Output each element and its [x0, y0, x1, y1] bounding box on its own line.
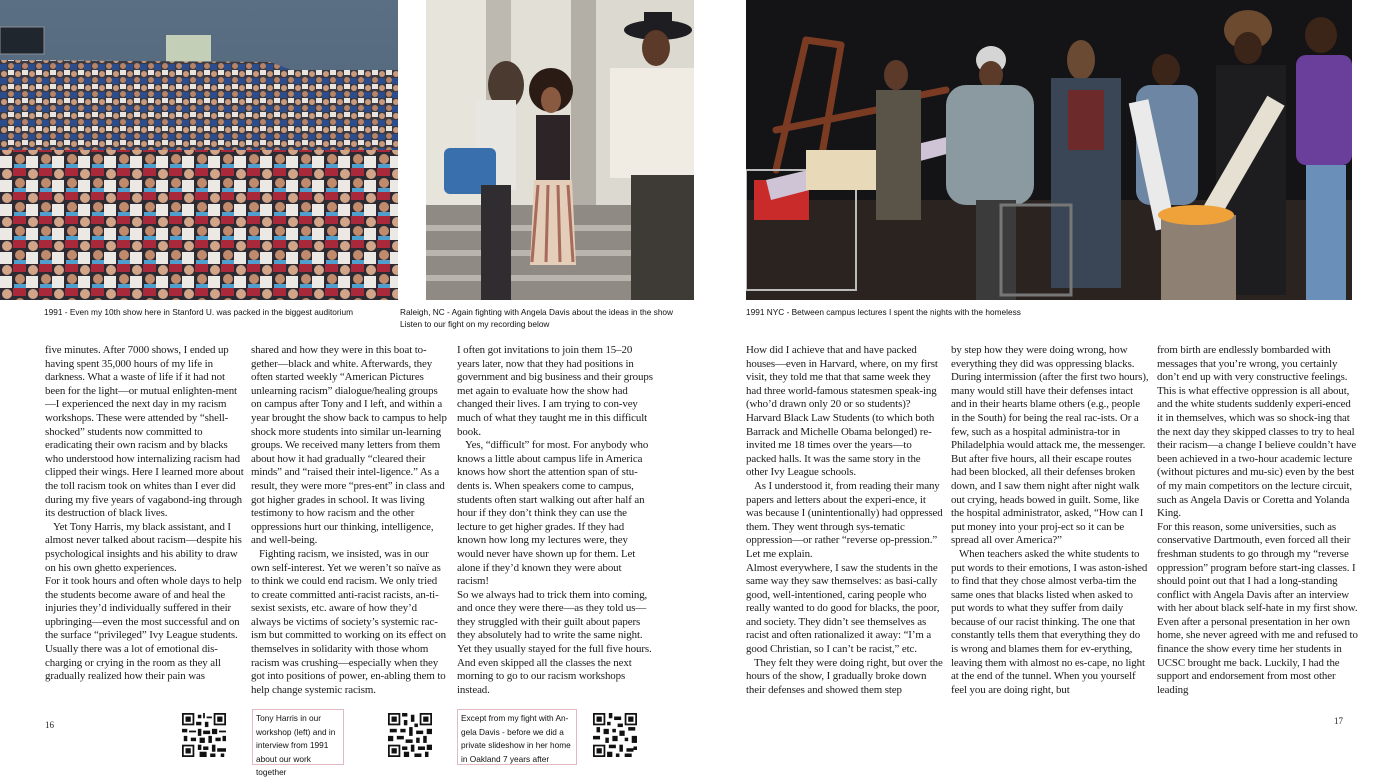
paragraph: from birth are endlessly bombarded with messages that you’re wrong, you certainly don’t end up with very constructive feelings. This is what effective oppression is all about, and the white students suddenly experi-enced it in themselves, which was so shock-ing that the next day they skipped classes to try to heal their racism—a change I believe couldn’t have been achieved in a two-hour academic lecture (without pictures and mu-sic) even by the best of my main competitors on the lecture circuit, such as Angela Davis or Coretta and Yolanda King.	[1157, 344, 1357, 520]
page-number-left: 16	[45, 720, 54, 730]
qr-code-icon[interactable]	[388, 713, 432, 757]
paragraph: How did I achieve that and have packed houses—even in Harvard, where, on my first visit, they told me that that same week they had three world-famous statesmen speak-ing (who’d drawn only 20 or so students)? Harvard Black Law Students (to which both Barrack and Michelle Obama belonged) re-invited me 18 times over the years—to packed halls. It was the same story in the other Ivy League schools.	[746, 344, 938, 479]
raleigh-image	[426, 0, 694, 300]
photo-caption-stanford: 1991 - Even my 10th show here in Stanford U. was packed in the biggest auditorium	[44, 307, 354, 317]
paragraph: When teachers asked the white students to put words to their emotions, I was aston-ished to find that they chose almost verba-tim the same ones that blacks listed when asked to put words to what they suffer from daily because of our racist thinking. The one that constantly tells them that everything they do is wrong and blames them for ev-erything, leaving them with almost no es-cape, no light at the end of the tunnel. When you yourself feel you are doing right, but	[951, 547, 1148, 696]
paragraph: Almost everywhere, I saw the students in the same way they saw themselves: as basi-cally good, well-intentioned, caring people who really wanted to do good for blacks, the poor, and society. They didn’t see themselves as racist and often rationalized it away: “I’m a good Christian, so I can’t be racist,” etc.	[746, 561, 940, 656]
paragraph: Fighting racism, we insisted, was in our own self-interest. Yet we weren’t so naïve as to think we could end racism. We only tried to create committed anti-racist racists, an-ti-sexist sexists, etc. aware of how they’d always be victims of society’s systemic rac-ism but committed to working on its effect on themselves in solidarity with those whom racism was crushing—especially when they got into positions of power, en-abling them to help change systemic racism.	[251, 547, 446, 696]
homeless-image	[746, 0, 1352, 300]
paragraph: As I understood it, from reading their many papers and letters about the experi-ence, it was because I (unintentionally) had oppressed them. They went through sys-tematic oppression—or rather “reverse op-pression.” Let me explain.	[746, 479, 943, 560]
photo-caption-raleigh-line-2: Listen to our fight on my recording below	[400, 319, 550, 329]
text-column-2	[251, 344, 447, 697]
paragraph: For it took hours and often whole days to help the students become aware of and heal the injuries they’d individually suffered in their upbringing—even the most successful and on the surface “privileged” Ivy League students.	[45, 575, 242, 642]
paragraph: by step how they were doing wrong, how everything they did was oppressing blacks. During intermission (after the first two hours), many would still have their defenses intact and in their hearts blame others (e.g., people in the South) for being the real rac-ists. Or a few, such as a hospital administra-tor in Philadelphia would attack me, the messenger. But after five hours, all their escape routes had been blocked, all their defenses broken down, and I saw them night after night walk out crying, heads bowed in guilt. Some, like the hospital administrator, asked, “How can I put money into your proj-ect so it can be spread all over America?”	[951, 344, 1149, 547]
paragraph: shared and how they were in this boat to-gether—black and white. Afterwards, they often started weekly “American Pictures unlearning racism” dialogue/healing groups on campus after Tony and I left, and within a year brought the show back to campus to help shock more students into similar un-learning groups. We received many letters from them about how it had gradually “cleared their minds” and “raised their intel-ligence.” As a result, they were more “pres-ent” in class and got higher grades in school. It was living testimony to how racism and the other oppressions hurt our thinking, intelligence, and well-being.	[251, 344, 447, 547]
paragraph: For this reason, some universities, such as conservative Dartmouth, even forced all their freshman students to go through my “reverse oppression” program before start-ing classes. I should point out that I had a long-standing conflict with Angela Davis after an interview with her about black self-hate in my first show. Even after a personal presentation in her own home, she never agreed with me and refused to finance the show every time her students in UCSC brought me back. Luckily, I had the support and endorsement from most other leading	[1157, 520, 1358, 696]
text-column-3	[457, 344, 653, 697]
paragraph: Yes, “difficult” for most. For anybody who knows a little about campus life in America knows how short the attention span of stu-dents is. When speakers come to campus, students often start walking out after half an hour if they don’t think they can use the lecture to get higher grades. If they had known how long my lectures were, they would never have shown up for them. Let alone if they’d known they were about racism!	[457, 439, 649, 588]
footer-note-tony-harris: Tony Harris in our workshop (left) and in interview from 1991 about our work together	[252, 709, 344, 765]
paragraph: I often got invitations to join them 15–20 years later, now that they had positions in government and big business and their groups met again to evaluate how the show had changed their lives. I am trying to con-vey much of what they taught me in this difficult book.	[457, 344, 653, 438]
qr-code-icon[interactable]	[182, 713, 226, 757]
text-column-5	[951, 344, 1149, 697]
photo-caption-nyc: 1991 NYC - Between campus lectures I spent the nights with the homeless	[746, 307, 1021, 317]
photo-caption-raleigh	[400, 306, 673, 330]
text-column-6	[1157, 344, 1359, 697]
qr-code-icon[interactable]	[593, 713, 637, 757]
paragraph: five minutes. After 7000 shows, I ended up having spent 35,000 hours of my life in darkness. What a waste of life if it had not been for the light—or mutual enlighten-ment—I experienced the next day in my racism workshops. These were attended by “shell-shocked” students now committed to eradicating their own racism and by blacks who understood how internalizing racism had clipped their wings. Here I learned more about the toll racism took on whites than I ever did during my five years of vagabond-ing through its destruction of black lives.	[45, 344, 244, 520]
page-number-right: 17	[1334, 716, 1343, 726]
text-column-1	[45, 344, 245, 684]
text-column-4	[746, 344, 944, 697]
photo-caption-raleigh-line-1: Raleigh, NC - Again fighting with Angela Davis about the ideas in the show	[400, 307, 674, 317]
paragraph: Yet Tony Harris, my black assistant, and I almost never talked about racism—despite his psychological insights and his ability to draw on his own ghetto experiences.	[45, 520, 242, 574]
photo-stanford-auditorium	[0, 0, 398, 300]
photo-nyc-homeless	[746, 0, 1352, 300]
photo-raleigh-angela-davis	[426, 0, 694, 300]
paragraph: So we always had to trick them into coming, and once they were there—as they told us—they struggled with their guilt about papers they absolutely had to write the same night. Yet they usually stayed for the full five hours. And even skipped all the classes the next morning to go to our racism workshops instead.	[457, 588, 652, 696]
paragraph: They felt they were doing right, but over the hours of the show, I gradually broke down their defenses and showed them step	[746, 656, 943, 696]
auditorium-image	[0, 0, 398, 300]
footer-note-angela-davis: Except from my fight with An-gela Davis - before we did a private slideshow in her home in Oakland 7 years after	[457, 709, 577, 765]
paragraph: Usually there was a lot of emotional dis-charging or crying in the room as they all gradually realized how their pain was	[45, 643, 221, 683]
